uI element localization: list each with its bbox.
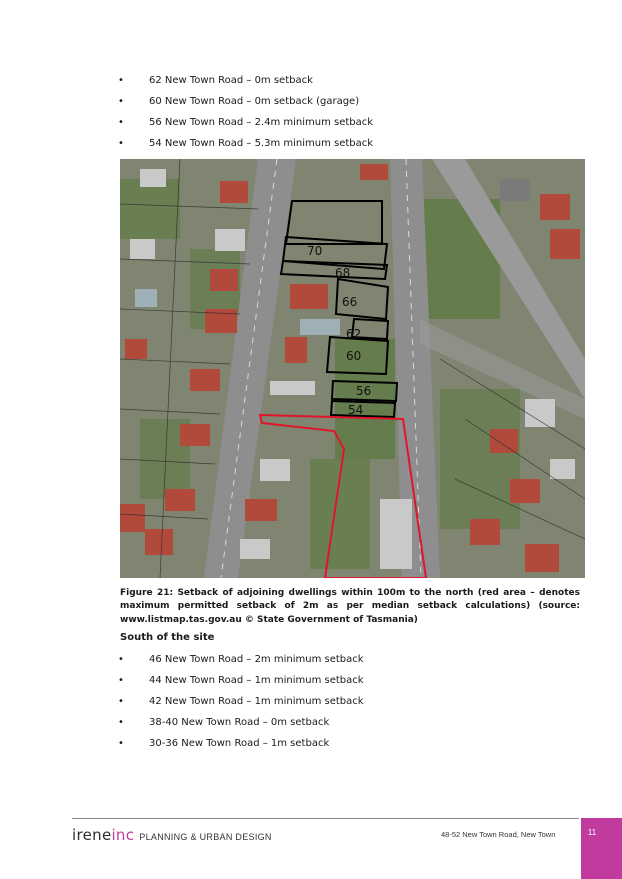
list-item-text: 62 New Town Road – 0m setback [149,75,313,86]
north-setback-list [118,70,373,154]
figure-caption: Figure 21: Setback of adjoining dwellings within 100m to the north (red area – denotes maximum permitted setback of 2m as per median setback calculations) (source: www.listmap.tas.gov.au © State Government of Tasmania) [120,588,580,625]
lot-label-56: 56 [356,384,372,398]
bullet-icon: • [118,675,124,686]
list-item-text: 38-40 New Town Road – 0m setback [149,717,330,728]
bullet-icon: • [118,75,124,86]
bullet-icon: • [118,117,124,128]
lot-label-62: 62 [346,327,362,341]
lot-label-70: 70 [307,244,323,258]
list-item [118,91,373,112]
list-item-text: 42 New Town Road – 1m minimum setback [149,696,364,707]
list-item-text: 56 New Town Road – 2.4m minimum setback [149,117,374,128]
bullet-icon: • [118,717,124,728]
list-item [118,712,364,733]
aerial-map [120,159,585,578]
page-number-box [581,818,622,879]
bullet-icon: • [118,96,124,107]
brand-name-part2: inc [111,826,135,844]
brand-logo [72,825,272,844]
list-item [118,691,364,712]
lot-label-68: 68 [335,266,351,280]
bullet-icon: • [118,738,124,749]
bullet-icon: • [118,696,124,707]
page-number: 11 [587,828,597,837]
south-setback-list [118,649,364,754]
footer-address: 48-52 New Town Road, New Town [441,830,556,839]
list-item-text: 44 New Town Road – 1m minimum setback [149,675,364,686]
list-item-text: 60 New Town Road – 0m setback (garage) [149,96,360,107]
list-item-text: 54 New Town Road – 5.3m minimum setback [149,138,374,149]
list-item [118,670,364,691]
brand-name-part1: irene [72,826,112,844]
lot-label-60: 60 [346,349,362,363]
list-item [118,112,373,133]
bullet-icon: • [118,138,124,149]
bullet-icon: • [118,654,124,665]
list-item-text: 46 New Town Road – 2m minimum setback [149,654,364,665]
lot-label-66: 66 [342,295,358,309]
list-item-text: 30-36 New Town Road – 1m setback [149,738,330,749]
list-item [118,70,373,91]
brand-tagline: PLANNING & URBAN DESIGN [139,832,272,842]
list-item [118,133,373,154]
list-item [118,733,364,754]
footer-divider [72,818,579,819]
lot-label-54: 54 [348,403,364,417]
south-heading: South of the site [120,632,215,643]
list-item [118,649,364,670]
